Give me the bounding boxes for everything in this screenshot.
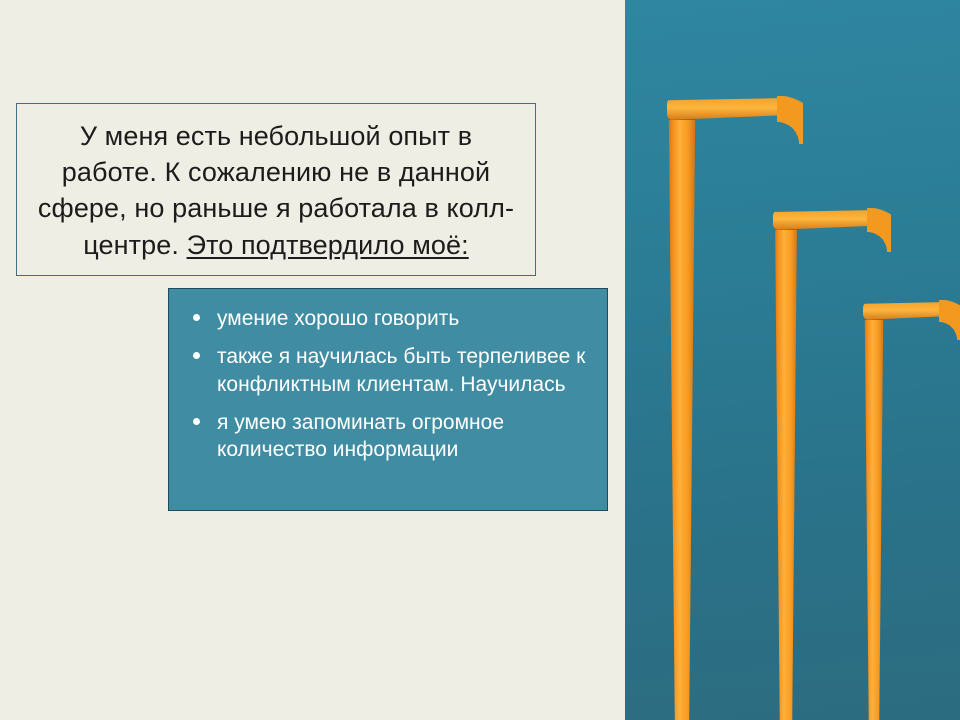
lamp-bend-1 xyxy=(777,96,803,144)
bullet-dot-icon xyxy=(193,314,200,321)
bullet-dot-icon xyxy=(193,418,200,425)
intro-text xyxy=(31,118,521,263)
intro-line-2: работе. К сожалению не в данной xyxy=(61,157,491,188)
list-item-label: также я научилась быть терпеливее к конфликтным клиентам. Научилась xyxy=(217,345,586,396)
lamp-bend-3 xyxy=(939,300,960,340)
list-item xyxy=(179,305,589,332)
lamp-bend-2 xyxy=(867,208,891,252)
bullet-dot-icon xyxy=(193,352,200,359)
skills-bullets-box xyxy=(168,288,608,511)
intro-line-1: У меня есть небольшой опыт в xyxy=(79,121,473,151)
intro-line-4: колл- центре. xyxy=(83,193,515,260)
intro-line-4-underlined: Это подтвердило моё: xyxy=(186,229,469,260)
intro-text-box xyxy=(16,103,536,276)
list-item xyxy=(179,343,589,398)
list-item xyxy=(179,409,589,464)
photo-panel xyxy=(625,0,960,720)
intro-line-3: сфере, но раньше я работала в xyxy=(37,193,439,224)
skills-list xyxy=(179,305,589,463)
list-item-label: умение хорошо говорить xyxy=(217,307,460,330)
list-item-label: я умею запоминать огромное количество информации xyxy=(217,410,504,462)
